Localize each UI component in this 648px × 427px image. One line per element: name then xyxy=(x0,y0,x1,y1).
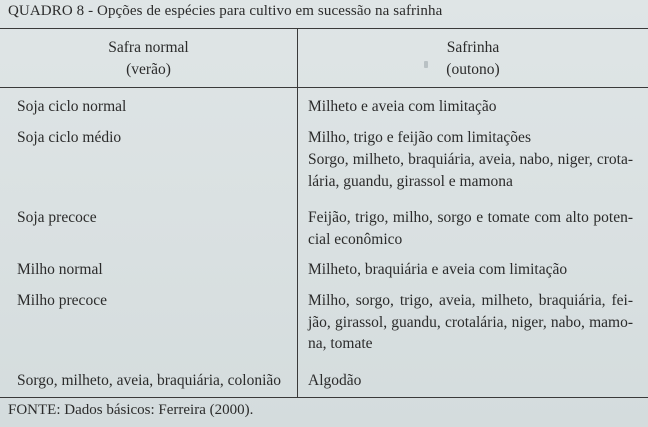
column-header-safra-normal xyxy=(0,37,297,81)
column-header-sublabel: (outono) xyxy=(446,61,500,78)
table-column-divider xyxy=(297,28,298,397)
table-top-rule xyxy=(0,28,648,29)
table-row-value: Algodão xyxy=(308,372,362,389)
column-header-safrinha xyxy=(298,37,648,81)
source-note: FONTE: Dados básicos: Ferreira (2000). xyxy=(8,402,254,418)
table-row-label: Milho precoce xyxy=(17,292,107,309)
column-header-label: Safra normal xyxy=(108,39,189,56)
column-header-label: Safrinha xyxy=(446,39,500,56)
table-row-label: Sorgo, milheto, aveia, braquiária, colonião xyxy=(17,372,281,389)
table-caption: QUADRO 8 - Opções de espécies para cultivo em sucessão na safrinha xyxy=(8,3,443,19)
table-row-label: Soja ciclo normal xyxy=(17,98,127,115)
table-row-label: Soja ciclo médio xyxy=(17,129,122,146)
table-row-value: Milho, trigo e feijão com limitações xyxy=(308,129,531,146)
table-bottom-rule xyxy=(0,397,648,398)
table-header-rule xyxy=(0,87,648,88)
table-row-value: Milheto, braquiária e aveia com limitação xyxy=(308,261,568,278)
column-header-sublabel: (verão) xyxy=(126,61,171,78)
table-row-label: Soja precoce xyxy=(17,209,97,226)
table-row-value: Sorgo, milheto, braquiária, aveia, nabo, niger, crota-lária, guandu, girassol e mamona xyxy=(308,151,633,190)
table-row-label: Milho normal xyxy=(17,261,103,278)
table-row-value: Feijão, trigo, milho, sorgo e tomate com alto poten-cial econômico xyxy=(308,209,633,248)
table-row-value: Milheto e aveia com limitação xyxy=(308,98,497,115)
table-row-value: Milho, sorgo, trigo, aveia, milheto, braquiária, fei-jão, girassol, guandu, crotalária, niger, nabo, mamo-na, tomate xyxy=(308,292,633,352)
